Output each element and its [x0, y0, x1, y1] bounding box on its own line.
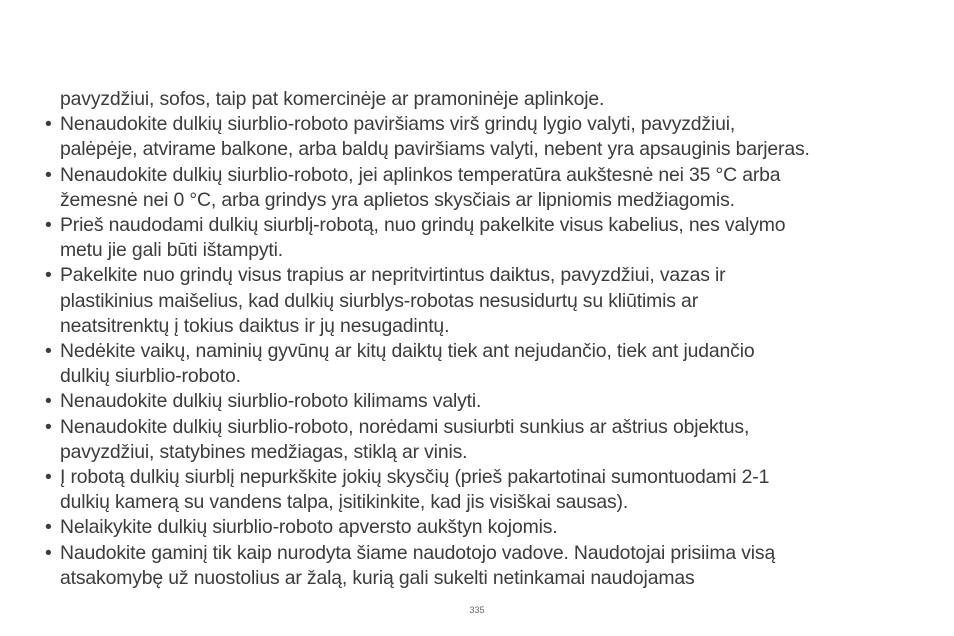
list-item-line: Į robotą dulkių siurblį nepurkškite jokių skysčių (prieš pakartotinai sumontuodami 2-1 [60, 466, 770, 489]
bullet-icon: • [45, 264, 52, 287]
list-item-line: atsakomybę už nuostolius ar žalą, kurią gali sukelti netinkamai naudojamas [60, 566, 695, 589]
bullet-icon: • [45, 415, 52, 438]
list-item [44, 465, 924, 515]
list-item-line: Pakelkite nuo grindų visus trapius ar nepritvirtintus daiktus, pavyzdžiui, vazas ir [60, 264, 726, 287]
bullet-icon: • [45, 466, 52, 489]
list-item [44, 163, 924, 213]
list-item-line: Naudokite gaminį tik kaip nurodyta šiame naudotojo vadove. Naudotojai prisiima visą [60, 541, 776, 564]
list-item-line: Prieš naudodami dulkių siurblį-robotą, nuo grindų pakelkite visus kabelius, nes valymo [60, 214, 786, 237]
list-item-line: žemesnė nei 0 °C, arba grindys yra aplietos skysčiais ar lipniomis medžiagomis. [60, 188, 735, 211]
list-item [44, 263, 924, 339]
list-item [44, 339, 924, 389]
list-item-line: dulkių kamerą su vandens talpa, įsitikinkite, kad jis visiškai sausas). [60, 491, 629, 514]
list-item [44, 213, 924, 263]
list-item-line: Nenaudokite dulkių siurblio-roboto paviršiams virš grindų lygio valyti, pavyzdžiui, [60, 113, 736, 136]
list-item-line: dulkių siurblio-roboto. [60, 365, 241, 388]
bullet-icon: • [45, 516, 52, 539]
bullet-icon: • [45, 214, 52, 237]
document-body [44, 87, 924, 591]
list-item-line: neatsitrenktų į tokius daiktus ir jų nesugadintų. [60, 314, 450, 337]
list-item-line: palėpėje, atvirame balkone, arba baldų paviršiams valyti, nebent yra apsauginis barjeras. [60, 138, 810, 161]
bullet-icon: • [45, 163, 52, 186]
list-item [44, 112, 924, 162]
list-item-line: Nenaudokite dulkių siurblio-roboto kilimams valyti. [60, 390, 482, 413]
list-item [44, 415, 924, 465]
list-item-line: metu jie gali būti ištampyti. [60, 239, 284, 262]
list-item [44, 541, 924, 591]
list-item-line: plastikinius maišelius, kad dulkių siurblys-robotas nesusidurtų su kliūtimis ar [60, 289, 699, 312]
bullet-icon: • [45, 340, 52, 363]
bullet-icon: • [45, 541, 52, 564]
list-item-line: Nelaikykite dulkių siurblio-roboto apversto aukštyn kojomis. [60, 516, 558, 539]
list-item-line: pavyzdžiui, statybines medžiagas, stiklą ar vinis. [60, 440, 468, 463]
list-item [44, 389, 924, 414]
bullet-icon: • [45, 390, 52, 413]
list-item-line: Nenaudokite dulkių siurblio-roboto, jei aplinkos temperatūra aukštesnė nei 35 °C arba [60, 163, 781, 186]
list-item-line: Nenaudokite dulkių siurblio-roboto, norėdami susiurbti sunkius ar aštrius objektus, [60, 415, 750, 438]
list-item [44, 515, 924, 540]
list-item-line: Nedėkite vaikų, naminių gyvūnų ar kitų daiktų tiek ant nejudančio, tiek ant judančio [60, 340, 755, 363]
bullet-list [44, 112, 924, 591]
page-number: 335 [469, 605, 485, 615]
continuation-line: pavyzdžiui, sofos, taip pat komercinėje ar pramoninėje aplinkoje. [60, 88, 605, 110]
bullet-icon: • [45, 113, 52, 136]
